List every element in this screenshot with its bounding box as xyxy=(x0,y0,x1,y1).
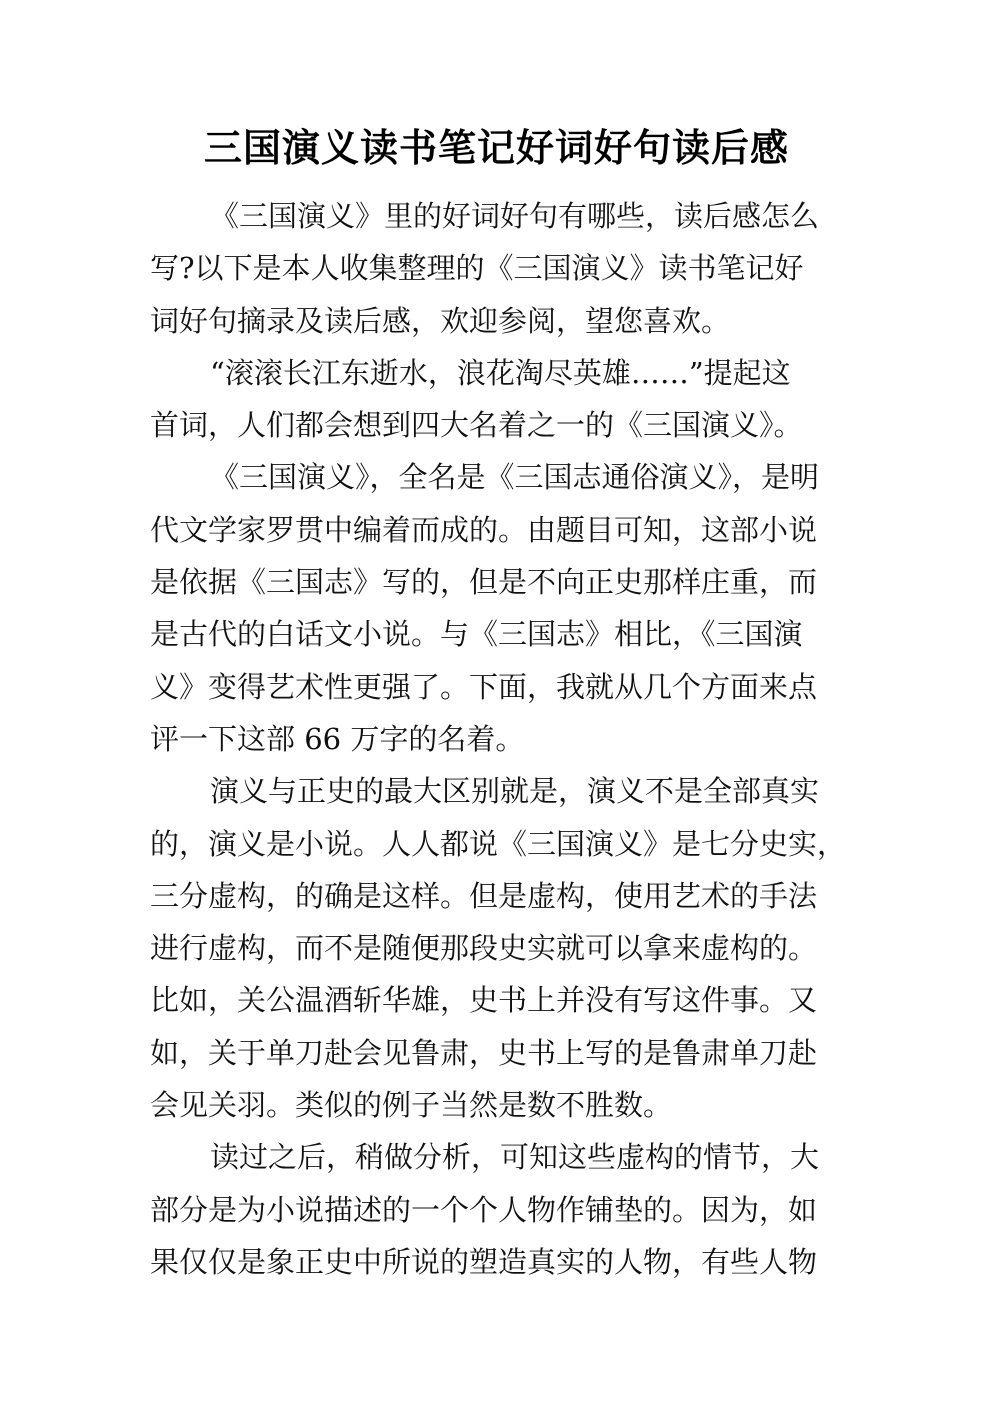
document-title: 三国演义读书笔记好词好句读后感 xyxy=(203,126,789,170)
text-line: 三分虚构，的确是这样。但是虚构，使用艺术的手法 xyxy=(150,878,818,913)
text-line: 评一下这部 66 万字的名着。 xyxy=(150,721,525,756)
text-line: 是古代的白话文小说。与《三国志》相比，《三国演 xyxy=(150,617,803,652)
document-body xyxy=(150,190,870,1288)
text-line: 词好句摘录及读后感，欢迎参阅，望您喜欢。 xyxy=(150,303,731,338)
text-line: 《三国演义》，全名是《三国志通俗演义》，是明 xyxy=(210,460,820,495)
paragraph-3 xyxy=(150,451,870,765)
text-line: 《三国演义》里的好词好句有哪些，读后感怎么 xyxy=(210,199,820,233)
text-line: 首词，人们都会想到四大名着之一的《三国演义》。 xyxy=(150,408,803,443)
paragraph-5 xyxy=(150,1131,870,1288)
text-line: 是依据《三国志》写的，但是不向正史那样庄重，而 xyxy=(150,565,818,600)
text-line: 进行虚构，而不是随便那段史实就可以拿来虚构的。 xyxy=(150,931,818,966)
text-line: 演义与正史的最大区别就是，演义不是全部真实 xyxy=(210,774,820,809)
text-line: 比如，关公温酒斩华雄，史书上并没有写这件事。又 xyxy=(150,983,818,1018)
text-line: 果仅仅是象正史中所说的塑造真实的人物，有些人物 xyxy=(150,1244,818,1279)
text-line: 的，演义是小说。人人都说《三国演义》是七分史实， xyxy=(150,826,847,861)
text-line: 写?以下是本人收集整理的《三国演义》读书笔记好 xyxy=(150,251,804,286)
text-line: “滚滚长江东逝水，浪花淘尽英雄……”提起这 xyxy=(210,355,791,390)
text-line: 读过之后，稍做分析，可知这些虚构的情节，大 xyxy=(210,1140,820,1175)
text-line: 义》变得艺术性更强了。下面，我就从几个方面来点 xyxy=(150,669,818,704)
text-line: 代文学家罗贯中编着而成的。由题目可知，这部小说 xyxy=(150,512,818,547)
text-line: 会见关羽。类似的例子当然是数不胜数。 xyxy=(150,1088,673,1123)
text-line: 如，关于单刀赴会见鲁肃，史书上写的是鲁肃单刀赴 xyxy=(150,1035,818,1070)
paragraph-2 xyxy=(150,347,870,452)
paragraph-4 xyxy=(150,765,870,1131)
paragraph-1 xyxy=(150,190,870,347)
text-line: 部分是为小说描述的一个个人物作铺垫的。因为，如 xyxy=(150,1192,818,1227)
